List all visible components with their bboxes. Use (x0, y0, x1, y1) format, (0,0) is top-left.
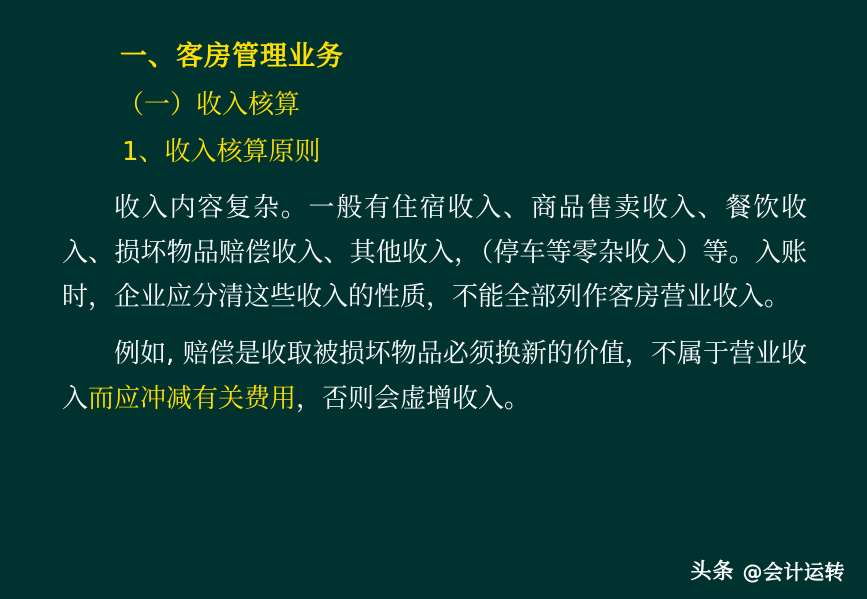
watermark (691, 555, 846, 585)
watermark-account-name: @会计运转 (742, 559, 845, 584)
body-paragraph-2 (40, 332, 827, 421)
body-paragraph-1: 收入内容复杂。一般有住宿收入、商品售卖收入、餐饮收入、损坏物品赔偿收入、其他收入，（停车等零杂收入）等。入账时，企业应分清这些收入的性质，不能全部列作客房营业收入。 (62, 192, 807, 313)
heading-level-1: 一、客房管理业务 (120, 41, 344, 72)
paragraph-2-highlight: 而应冲减有关费用 (88, 383, 297, 414)
paragraph-2-text-after: ，否则会虚增收入。 (296, 383, 531, 414)
heading-level-3: 1、收入核算原则 (122, 136, 321, 167)
watermark-logo: 头条 (690, 559, 735, 583)
paragraph-2-text-before: 例如, 赔偿是收取被损坏物品必须换新的价值，不属于营业收入 (62, 338, 807, 414)
heading-level-2: （一）收入核算 (118, 89, 301, 120)
